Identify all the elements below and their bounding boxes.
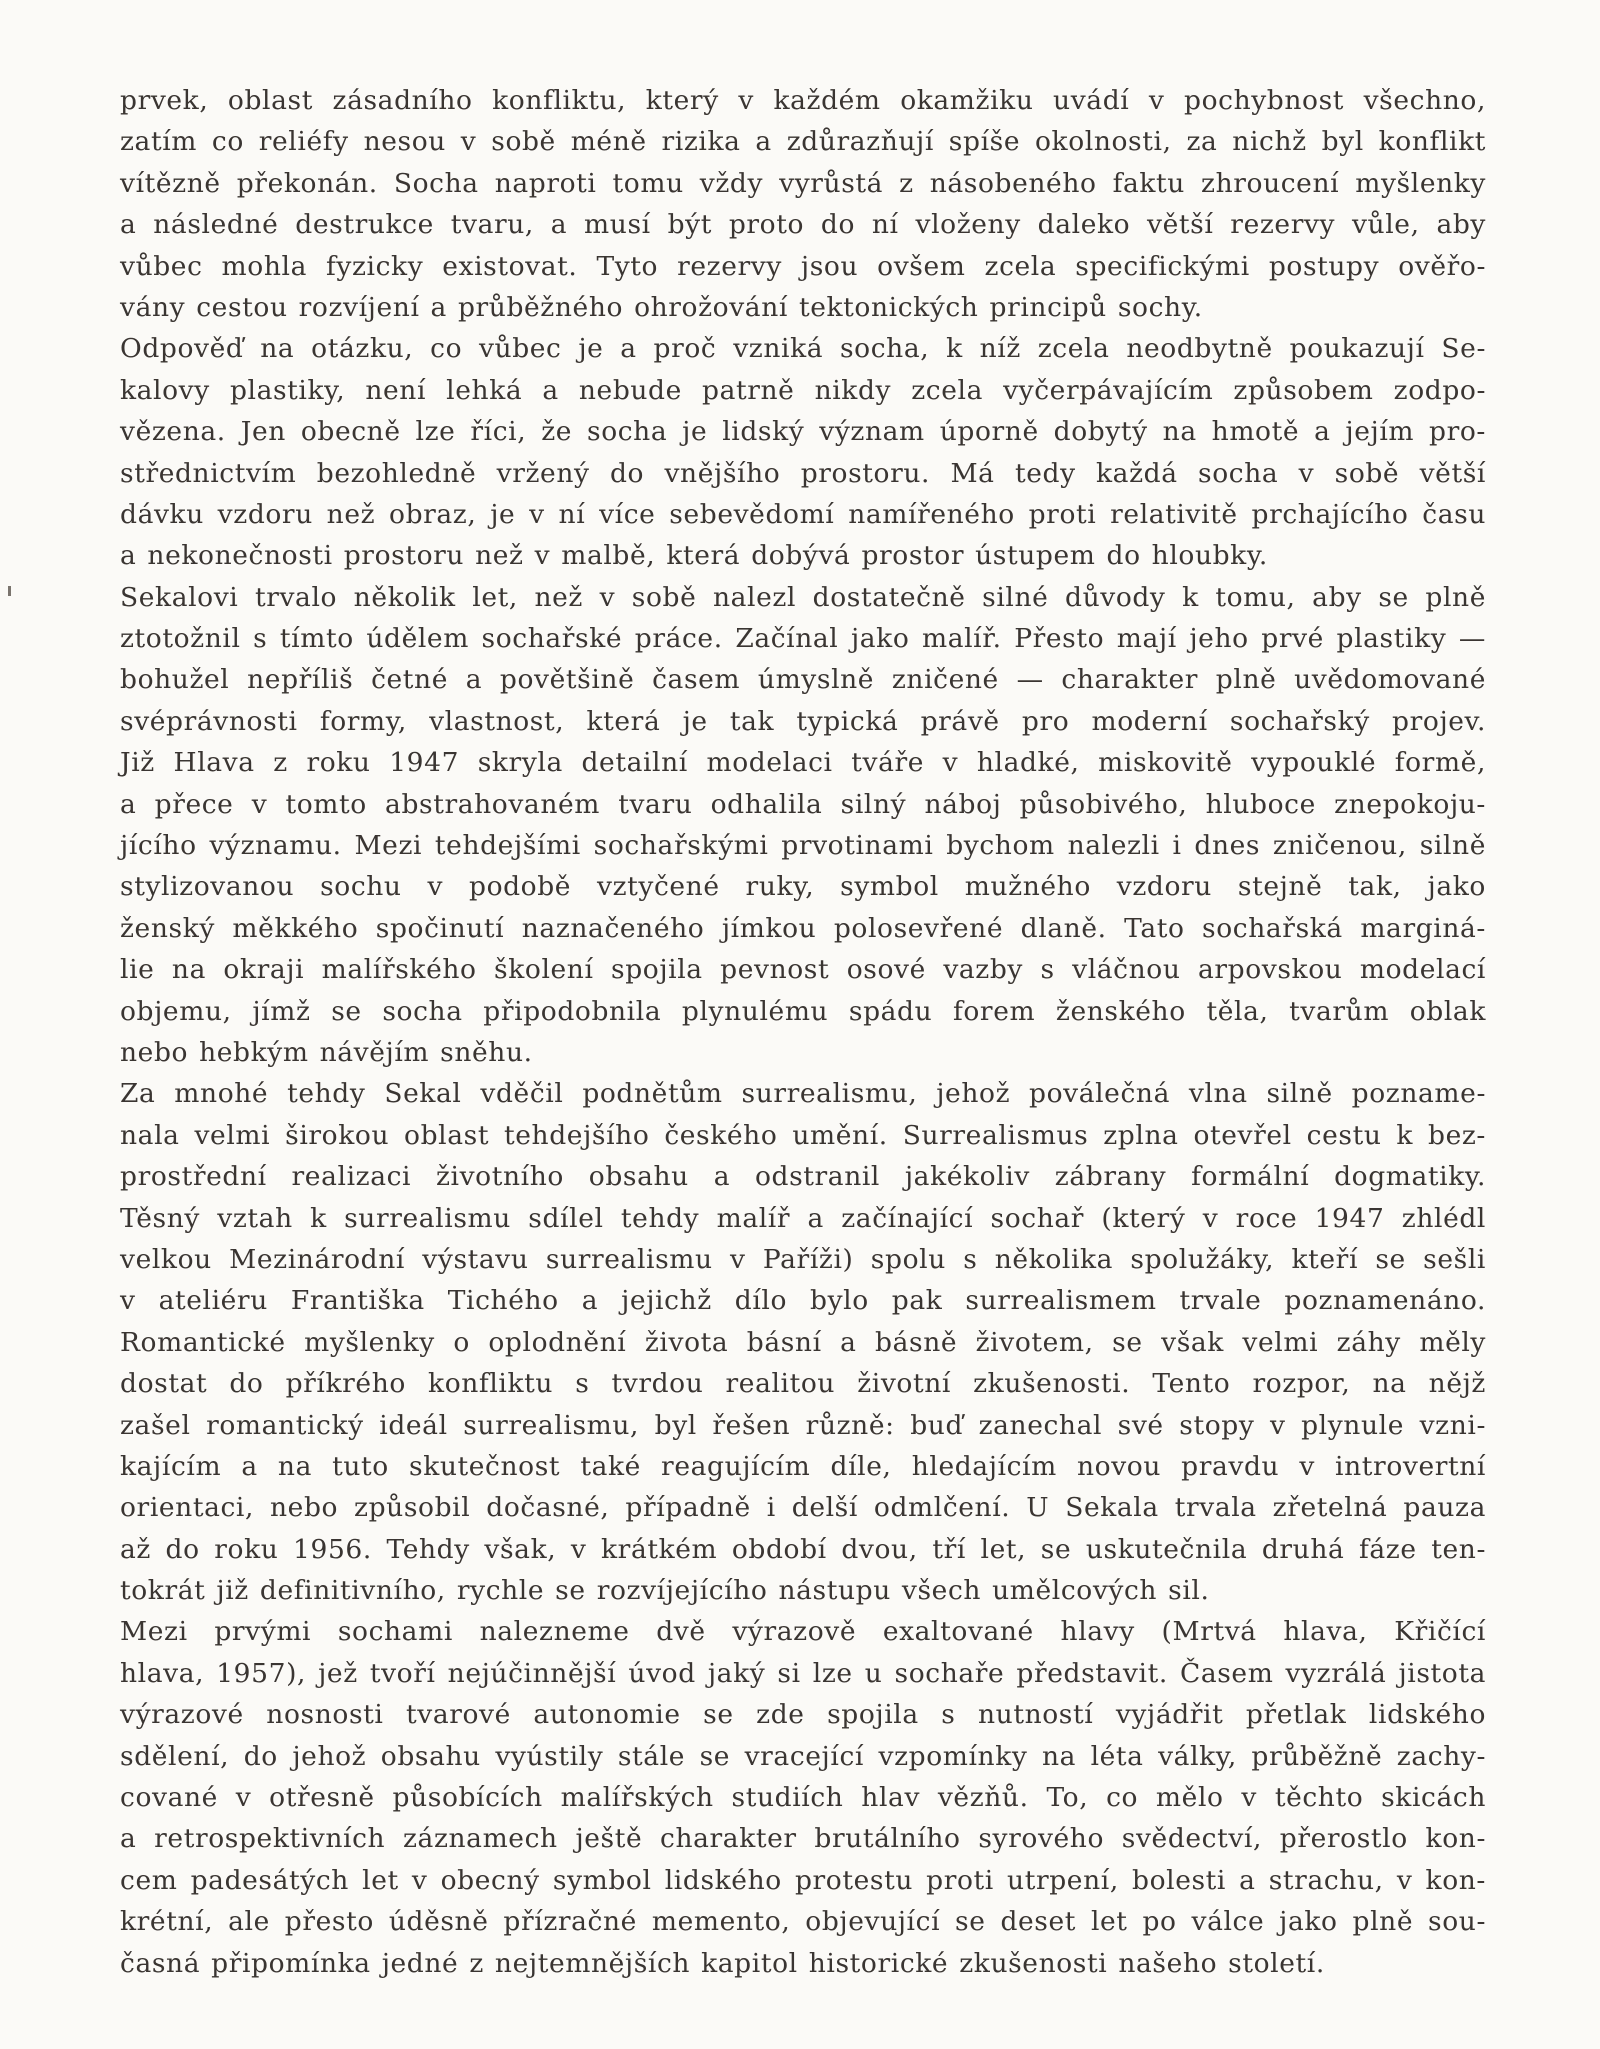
text-line: svéprávnosti formy, vlastnost, která je tak typická právě pro moderní sochařský projev.: [120, 705, 1486, 737]
paragraph-2: [120, 328, 1486, 576]
text-line: jícího významu. Mezi tehdejšími sochařskými prvotinami bychom nalezli i dnes zničenou, silně: [120, 830, 1486, 862]
text-line: nebo hebkým návějím sněhu.: [120, 1036, 533, 1068]
text-line: ztotožnil s tímto údělem sochařské práce. Začínal jako malíř. Přesto mají jeho prvé plastiky —: [120, 623, 1486, 655]
text-line: zašel romantický ideál surrealismu, byl řešen různě: buď zanechal své stopy v plynule vzni-: [120, 1409, 1486, 1441]
text-line: kajícím a na tuto skutečnost také reagujícím díle, hledajícím novou pravdu v introvertní: [120, 1450, 1486, 1482]
text-line: prostřední realizaci životního obsahu a odstranil jakékoliv zábrany formální dogmatiky.: [120, 1161, 1486, 1193]
text-line: nala velmi širokou oblast tehdejšího českého umění. Surrealismus zplna otevřel cestu k bez-: [120, 1119, 1486, 1151]
text-line: velkou Mezinárodní výstavu surrealismu v Paříži) spolu s několika spolužáky, kteří se sešli: [120, 1243, 1486, 1275]
text-line: sdělení, do jehož obsahu vyústily stále se vracející vzpomínky na léta války, průběžně zachy-: [120, 1740, 1486, 1772]
text-line: a přece v tomto abstrahovaném tvaru odhalila silný náboj působivého, hluboce znepokoju-: [120, 788, 1486, 820]
text-line: dostat do příkrého konfliktu s tvrdou realitou životní zkušenosti. Tento rozpor, na nějž: [120, 1368, 1486, 1400]
text-line: cované v otřesně působících malířských studiích hlav vězňů. To, co mělo v těchto skicách: [120, 1782, 1486, 1814]
text-line: bohužel nepříliš četné a povětšině časem úmyslně zničené — charakter plně uvědomované: [120, 664, 1486, 696]
text-line: cem padesátých let v obecný symbol lidského protestu proti utrpení, bolesti a strachu, v kon-: [120, 1864, 1486, 1896]
text-line: časná připomínka jedné z nejtemnějších kapitol historické zkušenosti našeho století.: [120, 1947, 1325, 1979]
text-line: orientaci, nebo způsobil dočasné, případně i delší odmlčení. U Sekala trvala zřetelná pauza: [120, 1492, 1486, 1524]
page-text-block: [120, 80, 1486, 1984]
text-line: zatím co reliéfy nesou v sobě méně rizika a zdůrazňují spíše okolnosti, za nichž byl konflikt: [120, 126, 1486, 158]
text-line: vězena. Jen obecně lze říci, že socha je lidský význam úporně dobytý na hmotě a jejím pro-: [120, 416, 1486, 448]
text-line: dávku vzdoru než obraz, je v ní více sebevědomí namířeného proti relativitě prchajícího času: [120, 498, 1486, 530]
text-line: tokrát již definitivního, rychle se rozvíjejícího nástupu všech umělcových sil.: [120, 1575, 1210, 1607]
text-line: a následné destrukce tvaru, a musí být proto do ní vloženy daleko větší rezervy vůle, aby: [120, 209, 1486, 241]
text-line: vítězně překonán. Socha naproti tomu vždy vyrůstá z násobeného faktu zhroucení myšlenky: [120, 167, 1486, 199]
text-line: a nekonečnosti prostoru než v malbě, která dobývá prostor ústupem do hloubky.: [120, 540, 1268, 572]
paragraph-5: [120, 1611, 1486, 1984]
text-line: Za mnohé tehdy Sekal vděčil podnětům surrealismu, jehož poválečná vlna silně poznamе-: [120, 1078, 1486, 1110]
text-line: Romantické myšlenky o oplodnění života básní a básně životem, se však velmi záhy měly: [120, 1326, 1486, 1358]
text-line: až do roku 1956. Tehdy však, v krátkém období dvou, tří let, se uskutečnila druhá fáze ten-: [120, 1533, 1486, 1565]
text-line: prvek, oblast zásadního konfliktu, který v každém okamžiku uvádí v pochybnost všechno,: [120, 85, 1486, 116]
text-line: Mezi prvými sochami nalezneme dvě výrazově exaltované hlavy (Mrtvá hlava, Křičící: [120, 1616, 1486, 1648]
text-line: střednictvím bezohledně vržený do vnějšího prostoru. Má tedy každá socha v sobě větší: [120, 457, 1486, 489]
scan-speck: [8, 586, 11, 596]
text-line: Těsný vztah k surrealismu sdílel tehdy malíř a začínající sochař (který v roce 1947 zhlédl: [120, 1202, 1486, 1234]
text-line: Sekalovi trvalo několik let, než v sobě nalezl dostatečně silné důvody k tomu, aby se plně: [120, 581, 1486, 613]
text-line: výrazové nosnosti tvarové autonomie se zde spojila s nutností vyjádřit přetlak lidského: [120, 1699, 1486, 1731]
text-line: lie na okraji malířského školení spojila pevnost osové vazby s vláčnou arpovskou modelací: [120, 954, 1486, 986]
text-line: vány cestou rozvíjení a průběžného ohrožování tektonických principů sochy.: [120, 291, 1203, 323]
text-line: ženský měkkého spočinutí naznačeného jímkou polosevřené dlaně. Tato sochařská marginá-: [120, 912, 1486, 944]
text-line: Již Hlava z roku 1947 skryla detailní modelaci tváře v hladké, miskovitě vypouklé formě,: [120, 747, 1486, 779]
text-line: stylizovanou sochu v podobě vztyčené ruky, symbol mužného vzdoru stejně tak, jako: [120, 871, 1486, 903]
text-line: kalovy plastiky, není lehká a nebude patrně nikdy zcela vyčerpávajícím způsobem zodpo-: [120, 374, 1486, 406]
text-line: vůbec mohla fyzicky existovat. Tyto rezervy jsou ovšem zcela specifickými postupy ověřo-: [120, 250, 1486, 282]
paragraph-1: [120, 80, 1486, 328]
text-line: a retrospektivních záznamech ještě charakter brutálního syrového svědectví, přerostlo kon-: [120, 1823, 1486, 1855]
text-line: Odpověď na otázku, co vůbec je a proč vzniká socha, k níž zcela neodbytně poukazují Se-: [120, 333, 1486, 365]
paragraph-4: [120, 1073, 1486, 1611]
text-line: hlava, 1957), jež tvoří nejúčinnější úvod jaký si lze u sochaře představit. Časem vyzrálá jistota: [120, 1657, 1486, 1689]
text-line: krétní, ale přesto úděsně přízračné memento, objevující se deset let po válce jako plně sou-: [120, 1906, 1486, 1938]
text-line: objemu, jímž se socha připodobnila plynulému spádu forem ženského těla, tvarům oblak: [120, 995, 1486, 1027]
paragraph-3: [120, 577, 1486, 1074]
text-line: v ateliéru Františka Tichého a jejichž dílo bylo pak surrealismem trvale poznamenáno.: [120, 1285, 1486, 1317]
